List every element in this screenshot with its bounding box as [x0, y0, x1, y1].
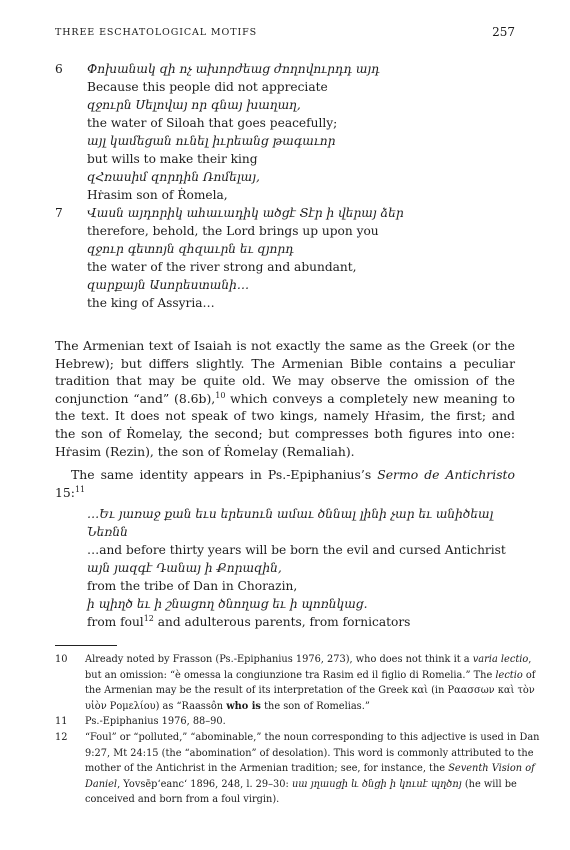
footnote-ref-12[interactable]: 12: [143, 614, 154, 623]
verse-text: the king of Assyria…: [87, 296, 215, 310]
footnote-italic: varia lectio: [472, 654, 529, 665]
verse-text: զՀռասիմ զորդին Ռոմելայ,: [87, 170, 260, 184]
footnote-text: the son of Romelias.”: [260, 700, 370, 712]
footnote-italic: Daniel: [85, 778, 118, 790]
running-title: THREE ESCHATOLOGICAL MOTIFS: [55, 27, 258, 38]
verse-armenian-line: [55, 168, 515, 186]
footnote-line: [85, 668, 536, 684]
quote-english-line: from the tribe of Dan in Chorazin,: [87, 579, 298, 593]
isaiah-verse-block: [55, 60, 515, 312]
verse-english-line: [55, 114, 515, 132]
footnote-text: (he will be: [461, 778, 517, 790]
footnote-ref-11[interactable]: 11: [74, 484, 86, 494]
verse-armenian-line: [55, 276, 515, 294]
verse-text: զջուրն Սելովայ որ գնայ խաղաղ,: [87, 98, 301, 112]
footnote-line: “Foul” or “polluted,” “abominable,” the noun corresponding to this adjective is used in Dan: [85, 731, 540, 743]
quote-armenian-line: Նեռնն: [87, 525, 128, 539]
verse-english-line: [55, 222, 515, 240]
verse-armenian-line: [55, 240, 515, 258]
verse-text: Փոխանակ զի ոչ ախորժեաց ժողովուրդդ այդ: [87, 62, 380, 76]
verse-text: Hṙasim son of Ṙomela,: [87, 188, 228, 202]
footnote-line: [85, 699, 515, 715]
footnote-10: [55, 652, 536, 714]
page-header: [55, 25, 515, 41]
verse-armenian-line: [55, 60, 515, 78]
paragraph-text: The Armenian text of Isaiah is not exactly the same as the Greek (or the Hebrew); but differs slightly. The Armenian Bible contains a peculiar tradition that may be quite old. We may observe the omission of the conjunction “and” (8.6b),: [55, 338, 515, 406]
page-number: 257: [492, 25, 515, 39]
footnote-number: 10: [55, 654, 68, 665]
quote-armenian-line: ի պիղծ եւ ի շնացող ծնողաց եւ ի պոռնկաց.: [87, 597, 368, 611]
footnote-italic: Seventh Vision of: [448, 763, 535, 775]
footnote-12: [55, 730, 540, 808]
verse-text: but wills to make their king: [87, 152, 258, 166]
footnote-text: ,: [528, 654, 532, 665]
verse-text: այլ կամեցան ունել իւրեանց թագաւոր: [87, 134, 336, 148]
verse-text: therefore, behold, the Lord brings up upon you: [87, 224, 379, 238]
verse-text: զարքայն Ասորեստանի…: [87, 278, 250, 292]
quote-english-line: …and before thirty years will be born the evil and cursed Antichrist: [87, 543, 506, 557]
footnote-ref-10[interactable]: 10: [215, 390, 226, 400]
footnote-line: [85, 652, 532, 668]
footnote-line: [85, 761, 535, 777]
paragraph-text: 15:: [55, 484, 75, 500]
footnote-number: 11: [55, 716, 68, 728]
paragraph-armenian-isaiah: [55, 337, 515, 460]
paragraph-text: which conveys a completely new meaning to the text. It does not speak of two kings, namely Hṙasim, the first; and the son of Ṙomelay, the second; but compresses both figures into one: Hṙasim (Rezin), the son of Ṙomelay (Remaliah).: [55, 390, 515, 459]
quote-armenian-line: այն յազգէ Դանայ ի Քորազին,: [87, 561, 282, 575]
footnote-11: [55, 714, 515, 730]
footnotes: [55, 652, 540, 808]
verse-english-line: [55, 258, 515, 276]
sermo-quotation: [87, 505, 515, 631]
verse-number: 6: [55, 62, 63, 76]
footnote-text: Already noted by Frasson (Ps.-Epiphanius 1976, 273), who does not think it a: [85, 654, 473, 665]
work-title: Sermo de Antichristo: [377, 467, 515, 482]
verse-english-line: [55, 186, 515, 204]
footnote-line: conceived and born from a foul virgin).: [85, 794, 280, 806]
footnote-line: the Armenian may be the result of its interpretation of the Greek καὶ (in Ραασσων καὶ τὸν: [85, 685, 535, 697]
quote-text: and adulterous parents, from fornicators: [153, 615, 411, 629]
footnote-separator: [55, 645, 117, 646]
footnote-line: [85, 777, 515, 793]
verse-text: the water of Siloah that goes peacefully;: [87, 116, 338, 130]
verse-text: the water of the river strong and abundant,: [87, 260, 357, 274]
footnote-text: mother of the Antichrist in the Armenian tradition; see, for instance, the: [85, 763, 449, 775]
verse-english-line: [55, 150, 515, 168]
verse-armenian-line: [55, 204, 515, 222]
footnote-armenian: սա յղասցի և ծնցի ի կուսէ պղծոյ: [291, 778, 462, 790]
footnote-text: of: [522, 669, 536, 681]
quote-armenian-line: …Եւ յառաջ քան եւս երեսուն ամաւ ծննալ լինի չար եւ անիծեալ: [87, 507, 494, 521]
footnote-text: , Yovsēp‘eanc‘ 1896, 248, l. 29–30:: [117, 778, 292, 790]
verse-text: զջուր գետոյն զհզաւրն եւ զյորդ: [87, 242, 294, 256]
paragraph-ps-epiphanius: [55, 466, 515, 501]
quote-text: from foul: [87, 615, 144, 629]
verse-number: 7: [55, 206, 63, 220]
verse-armenian-line: [55, 132, 515, 150]
verse-english-line: [55, 78, 515, 96]
footnote-bold: who is: [226, 700, 261, 712]
quote-english-line: [87, 613, 515, 631]
paragraph-text: The same identity appears in Ps.-Epiphanius’s: [71, 467, 378, 482]
footnote-italic: lectio: [495, 669, 523, 681]
verse-text: Because this people did not appreciate: [87, 80, 328, 94]
footnote-text: υἱὸν Ρομελίου) as “Raassôn: [85, 700, 227, 712]
footnote-line: 9:27, Mt 24:15 (the “abomination” of desolation). This word is commonly attributed to the: [85, 747, 534, 759]
verse-text: Վասն այդորիկ ահաւադիկ ածցէ Տէր ի վերայ ձեր: [87, 206, 404, 220]
footnote-number: 12: [55, 731, 68, 743]
verse-armenian-line: [55, 96, 515, 114]
verse-english-line: [55, 294, 515, 312]
footnote-text: but an omission: “è omessa la congiunzione tra Rasim ed il figlio di Romelia.” The: [85, 669, 496, 681]
footnote-line: Ps.-Epiphanius 1976, 88–90.: [85, 716, 226, 728]
